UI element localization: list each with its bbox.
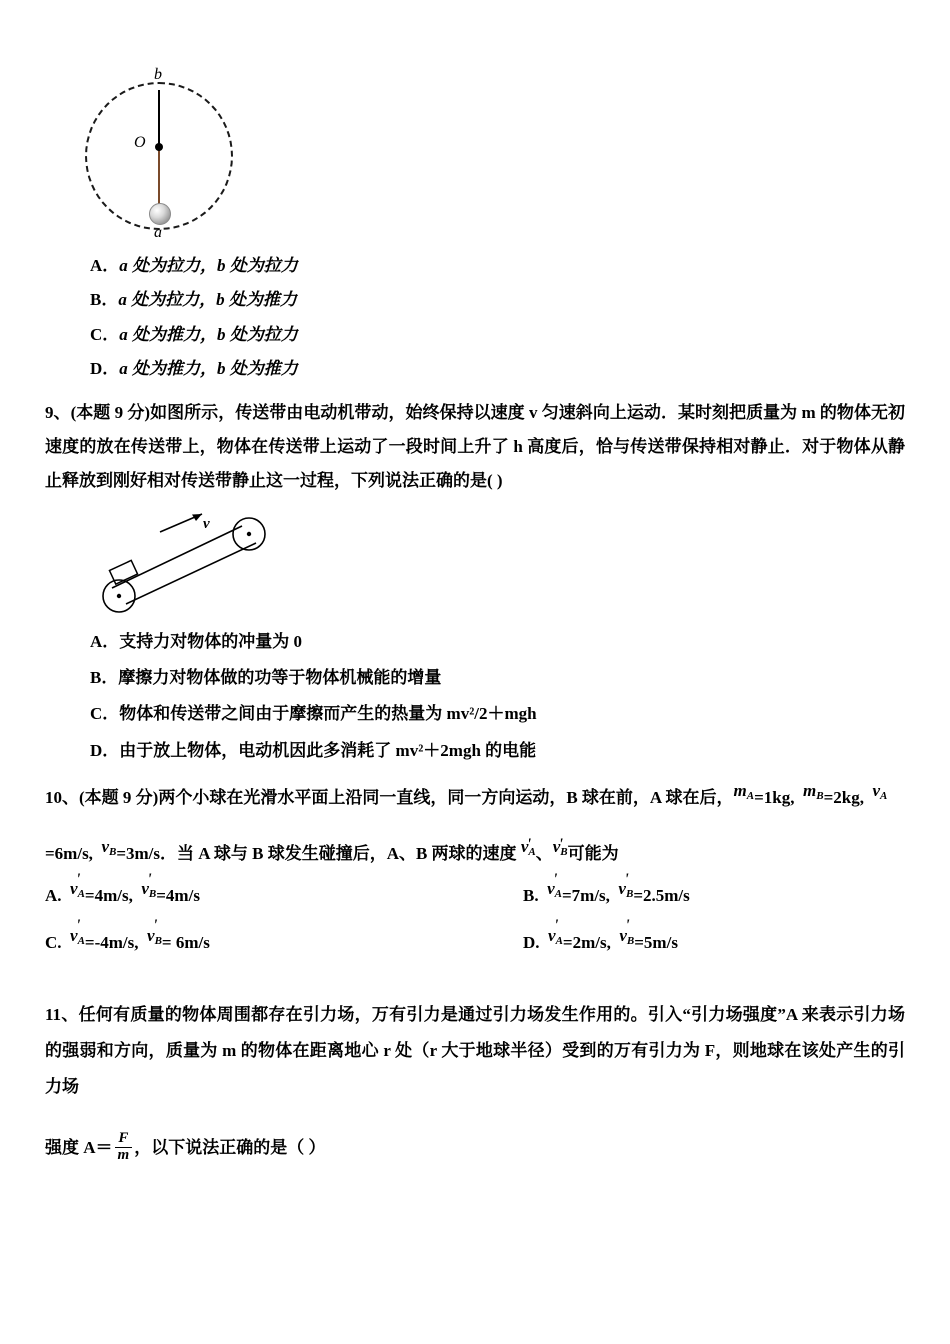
ball-icon bbox=[149, 203, 171, 225]
q10-opt-c-symbol-vA: v '$_A$ bbox=[70, 926, 85, 947]
q10-option-b bbox=[475, 878, 905, 907]
rod-lower-segment bbox=[158, 146, 160, 208]
q10-option-c-letter: C. bbox=[45, 932, 62, 952]
q8-option-a-letter: A． bbox=[90, 256, 120, 275]
q8-option-b-letter: B． bbox=[90, 290, 119, 310]
q10-options bbox=[45, 878, 905, 980]
q8-option-c-text: a 处为推力，b 处为拉力 bbox=[119, 324, 298, 344]
q10-symbol-vA-prime: v '$_A$ bbox=[521, 828, 536, 865]
q9-option-b-text: 摩擦力对物体做的功等于物体机械能的增量 bbox=[118, 667, 442, 687]
q8-option-d bbox=[45, 359, 905, 379]
q9-number: 9、 bbox=[45, 402, 71, 422]
q10-symbol-vB: $v_B$ bbox=[101, 836, 117, 858]
q10-option-c bbox=[45, 925, 475, 954]
q10-mB-value: =2kg, bbox=[823, 788, 864, 808]
figure-label-a: a bbox=[154, 224, 162, 241]
q10-option-d bbox=[475, 925, 905, 954]
q8-option-c-letter: C． bbox=[90, 324, 120, 344]
q10-vB-value: =3m/s． bbox=[116, 843, 178, 863]
q10-option-a-value-b: =4m/s bbox=[156, 885, 200, 905]
q10-option-b-letter: B. bbox=[523, 885, 539, 905]
q10-opt-a-symbol-vB: v '$_B$ bbox=[141, 879, 156, 900]
q10-score: (本题 9 分) bbox=[79, 788, 159, 808]
q9-option-a-text: 支持力对物体的冲量为 0 bbox=[119, 631, 303, 651]
q9-option-b bbox=[45, 668, 905, 688]
q10-vA-value: =6m/s, bbox=[45, 843, 93, 863]
q10-symbol-vA: $v_A$ bbox=[872, 781, 888, 802]
question-11-tail bbox=[45, 1130, 905, 1166]
q11-text: 任何有质量的物体周围都存在引力场，万有引力是通过引力场发生作用的。引入“引力场强度”A 来表示引力场的强弱和方向，质量为 m 的物体在距离地心 r 处（r 大于地球半径）受到的万有引力为 F，则地球在该处产生的引力场 bbox=[45, 1005, 906, 1096]
figure-circular-motion bbox=[50, 60, 280, 250]
conveyor-belt-svg bbox=[90, 510, 350, 620]
q11-number: 11、 bbox=[45, 1005, 79, 1025]
q9-option-c-letter: C． bbox=[90, 704, 120, 724]
q8-option-d-text: a 处为推力，b 处为推力 bbox=[119, 359, 298, 379]
q9-option-b-letter: B． bbox=[90, 667, 119, 687]
q10-option-a bbox=[45, 878, 475, 907]
question-10-stem bbox=[45, 779, 905, 816]
q8-option-a-text: a 处为拉力，b 处为拉力 bbox=[119, 256, 298, 275]
q8-option-c bbox=[45, 325, 905, 345]
q10-text-part5: 可能为 bbox=[567, 843, 619, 863]
question-11-stem bbox=[45, 997, 905, 1104]
q10-opt-c-symbol-vB: v '$_B$ bbox=[147, 926, 162, 947]
q10-opt-d-symbol-vA: v '$_A$ bbox=[548, 926, 563, 947]
q10-symbol-mA: $m_A$ bbox=[733, 781, 755, 802]
q9-option-a bbox=[45, 632, 905, 652]
q10-option-b-value-a: =7m/s, bbox=[561, 885, 610, 905]
rod-upper-segment bbox=[158, 90, 160, 146]
q9-option-d bbox=[45, 741, 905, 761]
pivot-point-icon bbox=[155, 143, 163, 151]
figure-label-b: b bbox=[154, 66, 162, 83]
q9-option-c-text: 物体和传送带之间由于摩擦而产生的热量为 mv²/2＋mgh bbox=[119, 704, 537, 724]
svg-text:v: v bbox=[203, 515, 210, 532]
q11-fraction bbox=[115, 1131, 133, 1164]
q9-text: 如图所示，传送带由电动机带动，始终保持以速度 v 匀速斜向上运动．某时刻把质量为 m 的物体无初速度的放在传送带上，物体在传送带上运动了一段时间上升了 h 高度后，恰与传送带保持相对静止．对于物体从静止释放到刚好相对传送带静止这一过程，下列说法正确的是( ) bbox=[45, 402, 905, 490]
q8-option-b-text: a 处为拉力，b 处为推力 bbox=[118, 290, 297, 310]
q10-symbol-vB-prime: v '$_B$ bbox=[553, 828, 568, 865]
question-9-stem bbox=[45, 396, 905, 498]
q11-fraction-numerator: F bbox=[115, 1131, 133, 1148]
q10-text-part3: 当 A 球与 B 球发生碰撞后，A、B 两球的速度 bbox=[177, 843, 517, 863]
q10-option-a-letter: A. bbox=[45, 885, 62, 905]
q9-score: (本题 9 分) bbox=[70, 402, 151, 422]
q9-option-d-text: 由于放上物体，电动机因此多消耗了 mv²＋2mgh 的电能 bbox=[119, 740, 537, 760]
q10-option-d-value-a: =2m/s, bbox=[562, 932, 611, 952]
q11-tail-prefix: 强度 A＝ bbox=[45, 1138, 113, 1158]
q10-option-c-value-b: = 6m/s bbox=[161, 932, 210, 952]
q10-mA-value: =1kg, bbox=[754, 788, 795, 808]
q11-fraction-denominator: m bbox=[117, 1147, 130, 1164]
q10-number: 10、 bbox=[45, 788, 79, 808]
q10-option-a-value-a: =4m/s, bbox=[84, 885, 133, 905]
q10-symbol-mB: $m_B$ bbox=[803, 781, 824, 802]
q10-opt-d-symbol-vB: v '$_B$ bbox=[619, 926, 634, 947]
q8-option-b bbox=[45, 290, 905, 310]
q11-tail-suffix: ，以下说法正确的是（ ） bbox=[134, 1138, 326, 1158]
q9-option-d-letter: D． bbox=[90, 740, 120, 760]
q10-opt-b-symbol-vA: v '$_A$ bbox=[547, 879, 562, 900]
q9-option-a-letter: A． bbox=[90, 631, 120, 651]
question-10-stem-cont bbox=[45, 835, 905, 872]
figure-conveyor-belt bbox=[90, 510, 350, 620]
q8-option-d-letter: D． bbox=[90, 359, 120, 379]
q10-opt-a-symbol-vA: v '$_A$ bbox=[70, 879, 85, 900]
q10-option-d-value-b: =5m/s bbox=[634, 932, 678, 952]
q10-option-c-value-a: =-4m/s, bbox=[84, 932, 139, 952]
q8-option-a bbox=[45, 256, 905, 276]
figure-label-O: O bbox=[134, 134, 146, 151]
q10-option-d-letter: D. bbox=[523, 932, 540, 952]
q9-option-c bbox=[45, 704, 905, 724]
q10-text-part1: 两个小球在光滑水平面上沿同一直线，同一方向运动，B 球在前，A 球在后， bbox=[158, 788, 734, 808]
q10-option-b-value-b: =2.5m/s bbox=[633, 885, 690, 905]
q10-text-part4: 、 bbox=[535, 843, 553, 863]
q10-opt-b-symbol-vB: v '$_B$ bbox=[618, 879, 633, 900]
